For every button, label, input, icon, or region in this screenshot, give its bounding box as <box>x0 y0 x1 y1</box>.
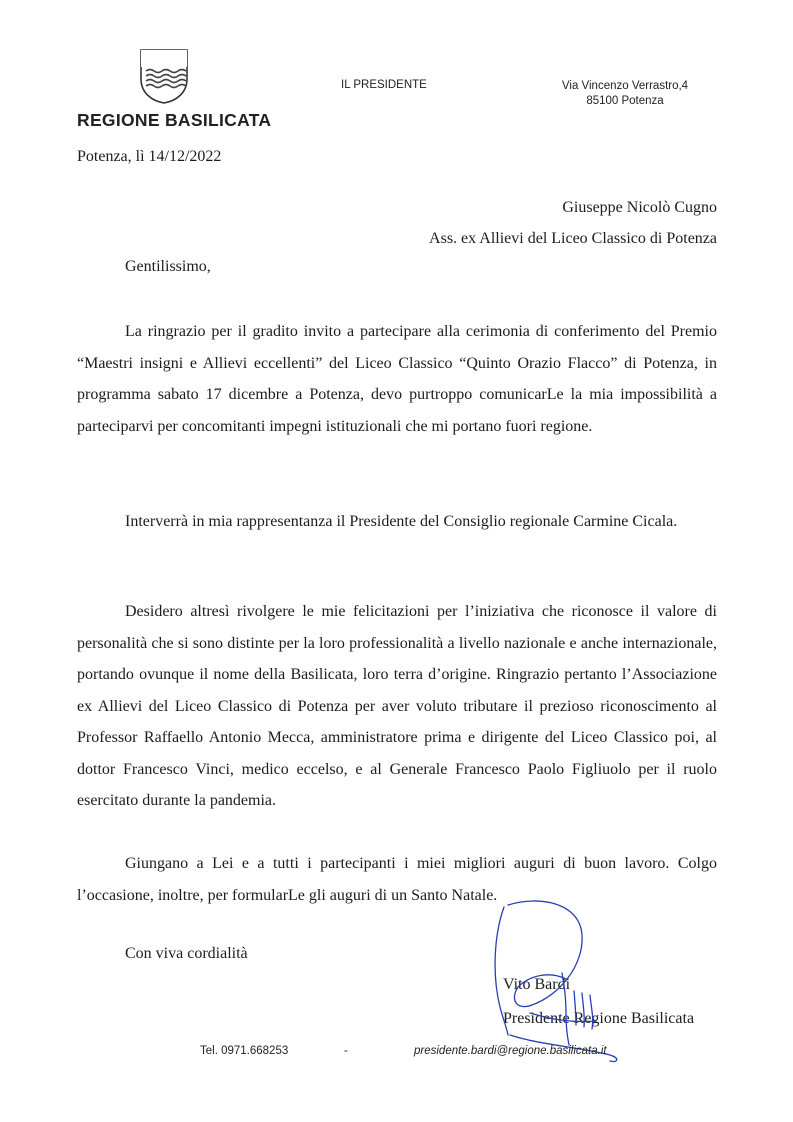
sender-address <box>540 79 710 109</box>
address-city: 85100 Potenza <box>586 95 664 107</box>
footer-phone: Tel. 0971.668253 <box>200 1045 289 1057</box>
body-paragraph: La ringrazio per il gradito invito a partecipare alla cerimonia di conferimento del Premio “Maestri insigni e Allievi eccellenti” del Liceo Classico “Quinto Orazio Flacco” di Potenza, in programma sabato 17 dicembre a Potenza, devo purtroppo comunicarLe la mia impossibilità a parteciparvi per concomitanti impegni istituzionali che mi portano fuori regione. <box>77 323 717 435</box>
signer-name: Vito Bardi <box>503 976 571 993</box>
place-and-date: Potenza, lì 14/12/2022 <box>77 148 222 165</box>
region-coat-of-arms-icon <box>138 47 190 105</box>
organization-name: REGIONE BASILICATA <box>77 110 272 130</box>
closing: Con viva cordialità <box>125 945 248 962</box>
salutation: Gentilissimo, <box>125 258 211 275</box>
recipient-name: Giuseppe Nicolò Cugno <box>562 199 717 216</box>
footer-separator: - <box>344 1045 348 1057</box>
body-paragraph: Desidero altresì rivolgere le mie felicitazioni per l’iniziativa che riconosce il valore di personalità che si sono distinte per la loro professionalità a livello nazionale e anche internazionale, portando ovunque il nome della Basilicata, loro terra d’origine. Ringrazio pertanto l’Associazione ex Allievi del Liceo Classico di Potenza per aver voluto tributare il prezioso riconoscimento al Professor Raffaello Antonio Mecca, amministratore prima e dirigente del Liceo Classico poi, al dottor Francesco Vinci, medico eccelso, e al Generale Francesco Paolo Figliuolo per il ruolo esercitato durante la pandemia. <box>77 603 717 809</box>
office-title: IL PRESIDENTE <box>341 79 427 91</box>
signer-title: Presidente Regione Basilicata <box>503 1010 695 1027</box>
footer-email: presidente.bardi@regione.basilicata.it <box>414 1045 607 1057</box>
recipient-organization: Ass. ex Allievi del Liceo Classico di Potenza <box>429 230 717 247</box>
recipient-block <box>380 192 717 254</box>
body-paragraph: Interverrà in mia rappresentanza il Presidente del Consiglio regionale Carmine Cicala. <box>125 513 678 530</box>
address-street: Via Vincenzo Verrastro,4 <box>561 80 689 92</box>
body-paragraph: Giungano a Lei e a tutti i partecipanti i miei migliori auguri di buon lavoro. Colgo l’occasione, inoltre, per formularLe gli auguri di un Santo Natale. <box>77 855 717 904</box>
